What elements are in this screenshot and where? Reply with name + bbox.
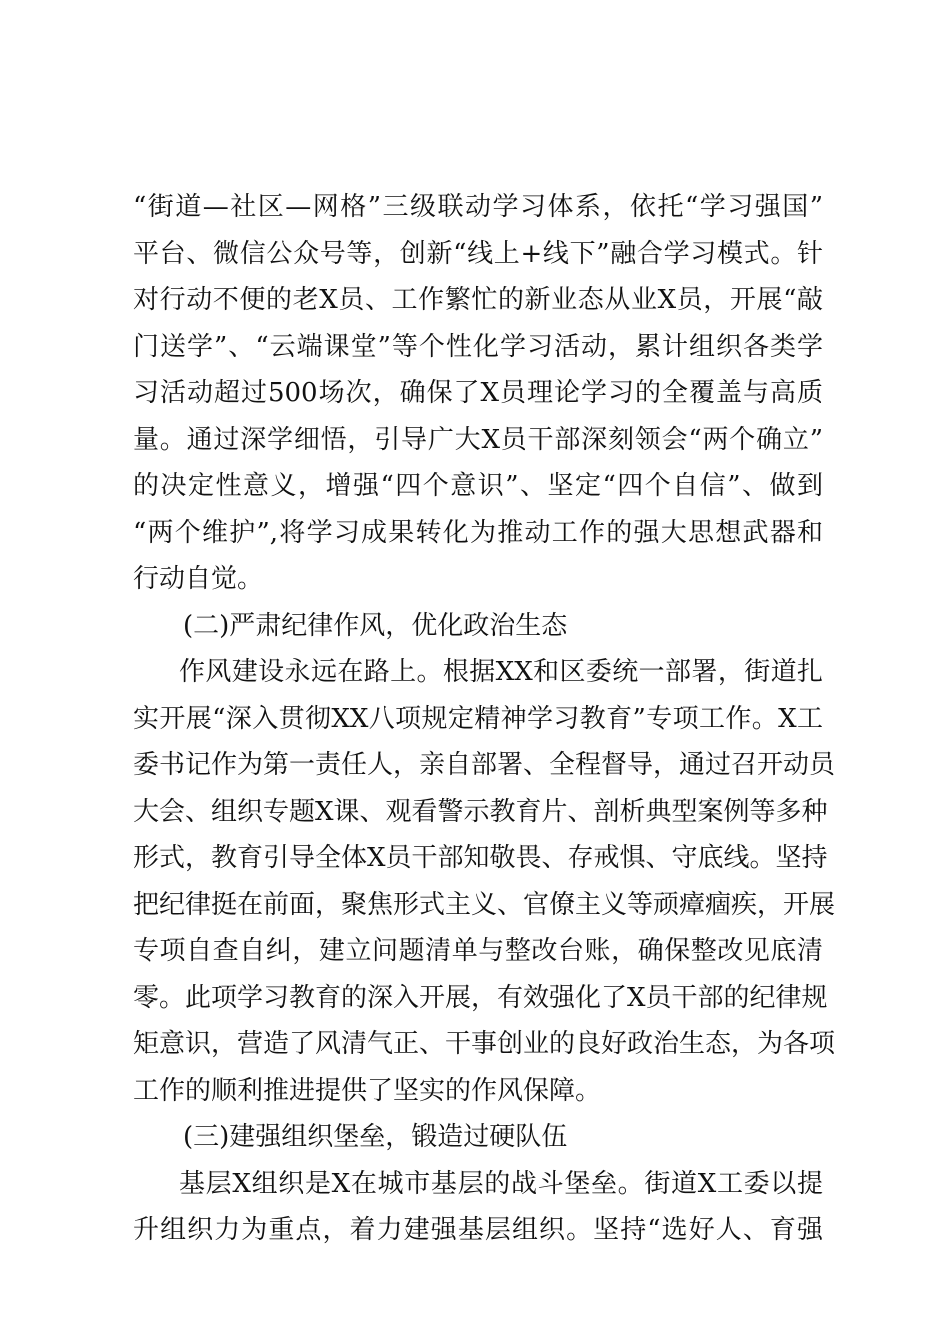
text-line: 形式，教育引导全体X员干部知敬畏、存戒惧、守底线。坚持: [133, 843, 828, 873]
text-line: 基层X组织是X在城市基层的战斗堡垒。街道X工委以提: [179, 1168, 823, 1199]
text-line: 平台、微信公众号等，创新“线上+线下”融合学习模式。针: [133, 238, 823, 269]
text-line: “街道—社区—网格”三级联动学习体系，依托“学习强国”: [133, 192, 823, 222]
text-line: 门送学”、“云端课堂”等个性化学习活动，累计组织各类学: [133, 331, 823, 362]
section-heading-organization: (三)建强组织堡垒，锻造过硬队伍: [183, 1122, 568, 1152]
text-line: 工作的顺利推进提供了坚实的作风保障。: [133, 1075, 602, 1106]
text-line: 升组织力为重点，着力建强基层组织。坚持“选好人、育强: [133, 1215, 823, 1245]
text-line: “两个维护”,将学习成果转化为推动工作的强大思想武器和: [133, 517, 823, 548]
text-line: 矩意识，营造了风清气正、干事创业的良好政治生态，为各项: [133, 1029, 836, 1059]
text-line: 的决定性意义，增强“四个意识”、坚定“四个自信”、做到: [133, 471, 823, 501]
document-page: [133, 184, 836, 1254]
text-line: 零。此项学习教育的深入开展，有效强化了X员干部的纪律规: [133, 982, 828, 1013]
text-line: 实开展“深入贯彻XX八项规定精神学习教育”专项工作。X工: [133, 703, 823, 734]
text-line: 习活动超过500场次，确保了X员理论学习的全覆盖与高质: [133, 378, 823, 408]
text-line: 专项自查自纠，建立问题清单与整改台账，确保整改见底清: [133, 936, 823, 966]
text-line: 对行动不便的老X员、工作繁忙的新业态从业X员，开展“敲: [133, 285, 823, 315]
text-line: 把纪律挺在前面，聚焦形式主义、官僚主义等顽瘴痼疾，开展: [133, 889, 836, 920]
text-line: 作风建设永远在路上。根据XX和区委统一部署，街道扎: [179, 657, 823, 687]
paragraph-organization: [133, 1161, 823, 1254]
text-line: 量。通过深学细悟，引导广大X员干部深刻领会“两个确立”: [133, 424, 823, 455]
text-line: 行动自觉。: [133, 564, 264, 594]
paragraph-study-system: [133, 184, 823, 603]
section-heading-discipline: (二)严肃纪律作风，优化政治生态: [183, 610, 568, 641]
text-line: 大会、组织专题X课、观看警示教育片、剖析典型案例等多种: [133, 796, 828, 827]
paragraph-discipline: [133, 649, 836, 1114]
text-line: 委书记作为第一责任人，亲自部署、全程督导，通过召开动员: [133, 750, 836, 780]
